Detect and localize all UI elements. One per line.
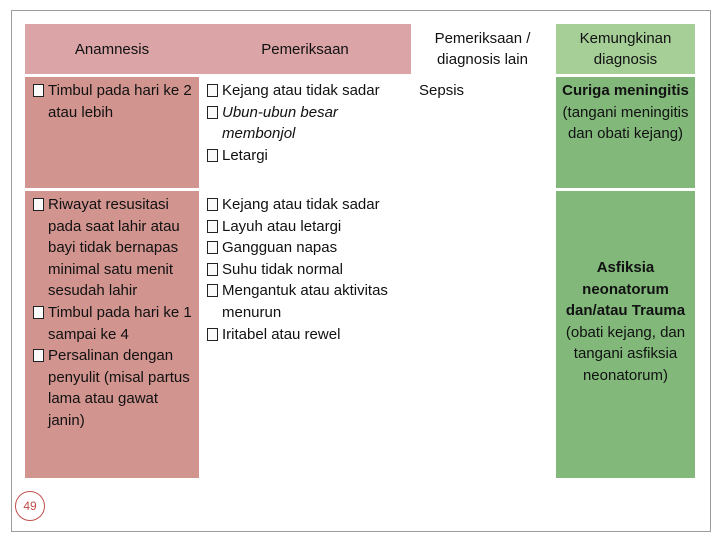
row1-anamnesis-cell — [25, 77, 199, 188]
bullet-text: Kejang atau tidak sadar — [222, 82, 380, 99]
slide-number: 49 — [23, 499, 37, 513]
bullet-box-icon — [207, 84, 218, 97]
header-pemeriksaan-label: Pemeriksaan — [261, 40, 349, 58]
header-anamnesis-label: Anamnesis — [74, 40, 150, 58]
row1-lain-text: Sepsis — [419, 82, 465, 99]
header-pemeriksaan-lain — [411, 24, 554, 74]
row2-diagnosis-cell — [556, 191, 695, 478]
row1-diagnosis-rest: (tangani meningitis dan obati kejang) — [562, 103, 689, 143]
bullet-text: Timbul pada hari ke 2 atau lebih — [48, 82, 192, 121]
header-anamnesis — [25, 24, 199, 74]
bullet-text: Suhu tidak normal — [222, 260, 343, 278]
bullet-text: Gangguan napas — [222, 239, 338, 257]
row1-diagnosis — [562, 80, 689, 145]
bullet-box-icon — [207, 106, 218, 119]
header-kemungkinan-label: Kemungkinan diagnosis — [579, 30, 672, 68]
bullet-text: Timbul pada hari ke 1 sampai ke 4 — [48, 303, 192, 343]
bullet-item — [206, 280, 407, 323]
bullet-box-icon — [207, 149, 218, 162]
bullet-box-icon — [33, 198, 44, 211]
row1-anamnesis-list — [32, 80, 195, 123]
bullet-box-icon — [33, 349, 44, 362]
slide-number-badge — [15, 491, 45, 521]
bullet-text: Ubun-ubun besar membonjol — [222, 103, 338, 143]
bullet-item — [32, 302, 195, 345]
bullet-item — [32, 345, 195, 431]
bullet-box-icon — [207, 328, 218, 341]
header-kemungkinan-diagnosis — [556, 24, 695, 74]
bullet-item — [206, 259, 407, 281]
row1-pemeriksaan-cell — [199, 77, 411, 188]
bullet-item — [206, 216, 407, 238]
bullet-box-icon — [207, 198, 218, 211]
bullet-item — [206, 102, 407, 145]
row1-diagnosis-bold: Curiga meningitis — [562, 82, 689, 99]
row2-pemeriksaan-cell — [199, 191, 411, 478]
row2-anamnesis-list — [32, 194, 195, 432]
row1-lain-cell — [411, 77, 554, 188]
bullet-item — [32, 194, 195, 302]
bullet-item — [32, 80, 195, 123]
bullet-text: Letargi — [222, 146, 268, 164]
bullet-text: Layuh atau letargi — [222, 217, 342, 235]
bullet-text: Riwayat resusitasi pada saat lahir atau bayi tidak bernapas minimal satu menit sesudah lahir — [48, 196, 180, 300]
bullet-box-icon — [33, 306, 44, 319]
row2-pemeriksaan-list — [206, 194, 407, 345]
header-pemeriksaan — [199, 24, 411, 74]
bullet-text: Kejang atau tidak sadar — [222, 196, 380, 213]
bullet-text: Persalinan dengan penyulit (misal partus lama atau gawat janin) — [48, 347, 190, 429]
bullet-item — [206, 237, 407, 259]
bullet-item — [206, 324, 407, 346]
row2-diagnosis-rest: (obati kejang, dan tangani asfiksia neonatorum) — [565, 323, 686, 384]
bullet-item — [206, 194, 407, 216]
row1-diagnosis-cell — [556, 77, 695, 188]
bullet-box-icon — [207, 284, 218, 297]
bullet-text: Mengantuk atau aktivitas menurun — [222, 282, 388, 321]
bullet-item — [206, 80, 407, 102]
row1-pemeriksaan-list — [206, 80, 407, 166]
bullet-box-icon — [207, 220, 218, 233]
bullet-text: Iritabel atau rewel — [222, 325, 341, 343]
row2-diagnosis-bold: Asfiksia neonatorum dan/atau Trauma — [565, 259, 686, 320]
bullet-box-icon — [207, 263, 218, 276]
row2-diagnosis — [562, 257, 689, 387]
header-pemeriksaan-lain-label: Pemeriksaan / diagnosis lain — [434, 30, 531, 68]
bullet-box-icon — [33, 84, 44, 97]
row2-anamnesis-cell — [25, 191, 199, 478]
bullet-item — [206, 145, 407, 167]
bullet-box-icon — [207, 241, 218, 254]
